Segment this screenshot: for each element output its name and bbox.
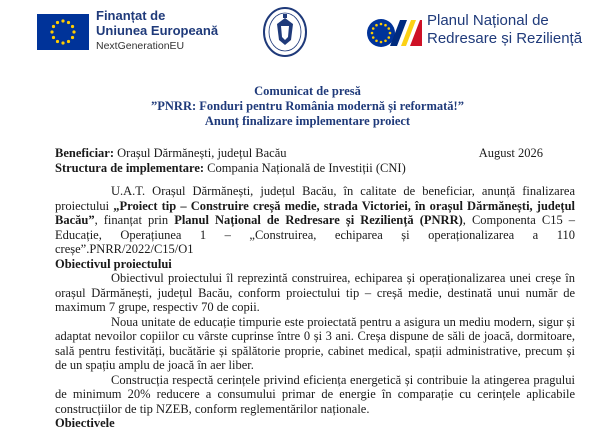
section-heading-objectives: Obiectivele	[55, 416, 115, 430]
star-icon	[52, 36, 55, 39]
beneficiary-label: Beneficiar:	[55, 146, 118, 160]
program-name: Planul Național de Redresare și Reziliență (PNRR)	[174, 213, 463, 227]
eu-line-2: Uniunea Europeană	[96, 22, 219, 38]
star-icon	[389, 32, 392, 35]
pnrr-line-2: Redresare și Reziliență	[427, 29, 583, 47]
government-seal-icon	[262, 6, 308, 58]
intro-text-b: , finanțat prin	[94, 213, 175, 227]
star-icon	[371, 32, 374, 35]
implementation-row	[55, 161, 543, 176]
implementation-value: Compania Națională de Investiții (CNI)	[207, 161, 406, 175]
paragraph-objective: Obiectivul proiectului îl reprezintă construirea, echiparea și operaționalizarea unei creșe în orașul Dărmănești, județul Bacău, conform proiectului tip – creșă medie, destinată unui număr de maximum 7 grupe, respectiv 70 de copii.	[55, 271, 575, 314]
star-icon	[380, 23, 383, 26]
star-icon	[50, 30, 53, 33]
star-icon	[384, 39, 387, 42]
paragraph-energy: Construcția respectă cerințele privind eficiența energetică și contribuie la atingerea pragului de minimum 20% reducere a consumului primar de energie în comparație cu cerințele aplicabile construcțiilor de tip NZEB, conform reglementărilor naționale.	[55, 372, 575, 416]
star-icon	[387, 27, 390, 30]
logo-header	[0, 0, 615, 70]
star-icon	[72, 30, 75, 33]
section-heading-objective: Obiectivul proiectului	[55, 256, 172, 271]
title-line-1: Comunicat de presă	[254, 84, 361, 98]
star-icon	[61, 41, 64, 44]
star-icon	[71, 36, 74, 39]
pnrr-logo-icon	[364, 16, 422, 50]
press-release-title	[0, 84, 615, 129]
press-release-body	[55, 184, 575, 431]
star-icon	[52, 25, 55, 28]
star-icon	[380, 41, 383, 44]
star-icon	[56, 40, 59, 43]
eu-line-1: Finanțat de	[96, 8, 166, 23]
title-line-2: ”PNRR: Fonduri pentru România modernă și reformată!”	[151, 99, 464, 113]
implementation-label: Structura de implementare:	[55, 161, 208, 175]
star-icon	[375, 24, 378, 27]
eu-line-3: NextGenerationEU	[96, 39, 185, 52]
pnrr-line-1: Planul Național de	[427, 12, 549, 29]
star-icon	[372, 36, 375, 39]
intro-text-a: U.A.T. Orașul Dărmănești, județul Bacău, în calitate de beneficiar, anunță finalizarea proiectului	[55, 184, 575, 213]
paragraph-facility: Noua unitate de educație timpurie este proiectată pentru a asigura un mediu modern, sigur și adaptat nevoilor copiilor cu vârste cuprinse între 0 și 3 ani. Creșa dispune de săli de joacă, dormitoare, sală pentru festivități, bucătărie și spălătorie proprie, cabinet medical, spații administrative, precum și de un spațiu amplu de joacă în aer liber.	[55, 314, 575, 372]
star-icon	[372, 27, 375, 30]
intro-text-c: , Componenta C15 – Educație, Operațiunea 1 – „Construirea, echiparea și operaționalizarea a 110 creșe”.PNRR/2022/C15/O1	[55, 213, 575, 256]
beneficiary-value: Orașul Dărmănești, județul Bacău	[117, 146, 287, 160]
star-icon	[387, 36, 390, 39]
star-icon	[56, 21, 59, 24]
pnrr-label	[427, 12, 582, 47]
eu-funding-label	[96, 9, 218, 52]
star-icon	[67, 40, 70, 43]
beneficiary-row	[55, 146, 543, 161]
star-icon	[375, 39, 378, 42]
paragraph-intro	[55, 184, 575, 257]
star-icon	[71, 25, 74, 28]
star-icon	[67, 21, 70, 24]
star-icon	[384, 24, 387, 27]
title-line-3: Anunț finalizare implementare proiect	[204, 114, 411, 128]
release-date: August 2026	[478, 146, 543, 160]
eu-flag-icon	[37, 14, 89, 50]
project-name: „Proiect tip – Construire creșă medie, strada Victoriei, în orașul Dărmănești, județul Bacău”	[55, 198, 576, 227]
star-icon	[61, 19, 64, 22]
